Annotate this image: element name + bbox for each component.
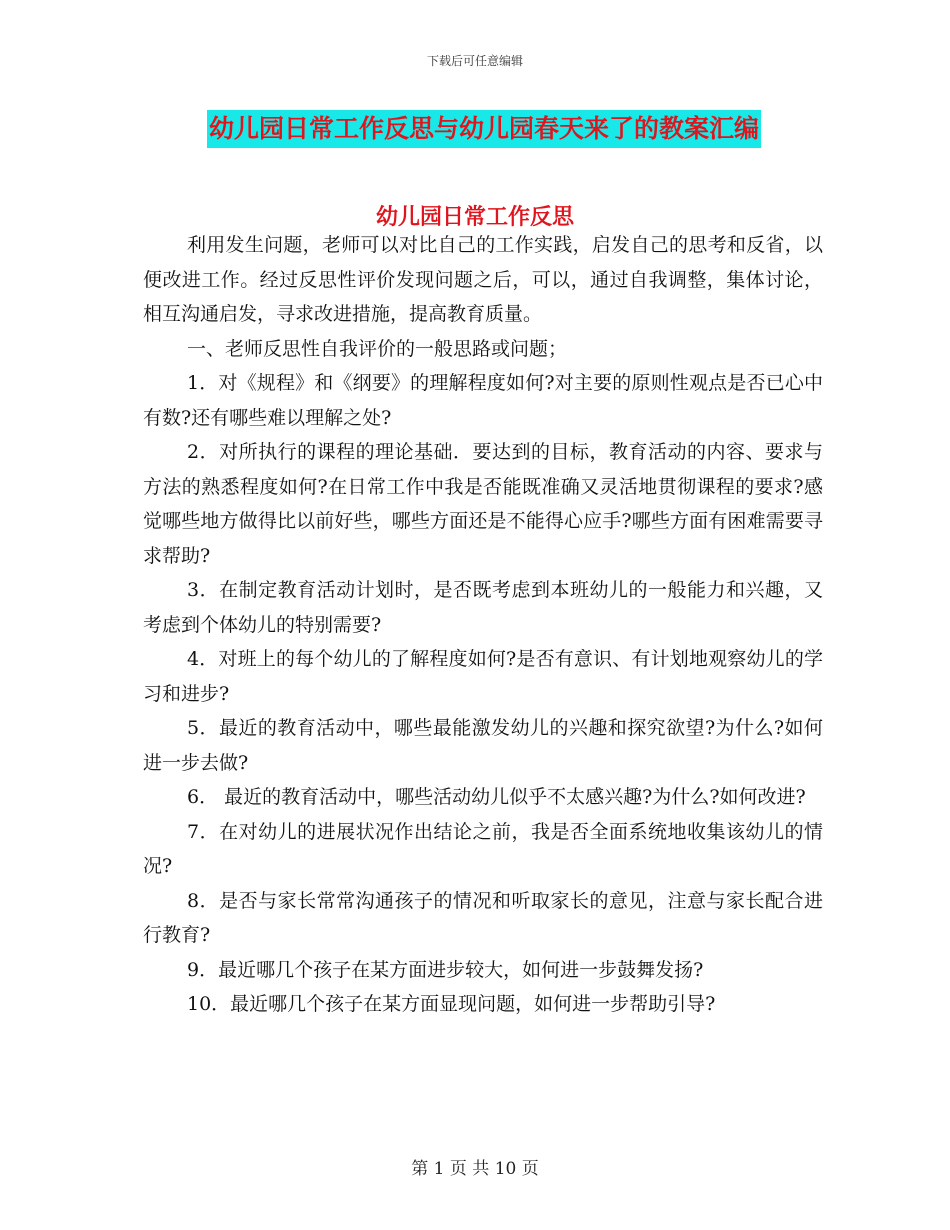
list-item-1: 1．对《规程》和《纲要》的理解程度如何?对主要的原则性观点是否已心中有数?还有哪些难以理解之处? [143, 372, 823, 429]
list-item-9: 9．最近哪几个孩子在某方面进步较大，如何进一步鼓舞发扬? [187, 958, 704, 981]
header-note: 下载后可任意编辑 [426, 54, 523, 68]
list-item-7: 7．在对幼儿的进展状况作出结论之前，我是否全面系统地收集该幼儿的情况? [143, 820, 823, 877]
list-item-4: 4．对班上的每个幼儿的了解程度如何?是否有意识、有计划地观察幼儿的学习和进步? [143, 648, 823, 705]
paragraph-heading-1: 一、老师反思性自我评价的一般思路或问题； [187, 337, 568, 360]
body-text [143, 228, 823, 1022]
list-item-10: 10．最近哪几个孩子在某方面显现问题，如何进一步帮助引导? [187, 993, 716, 1015]
document-title: 幼儿园日常工作反思与幼儿园春天来了的教案汇编 [207, 110, 761, 148]
list-item-8: 8．是否与家长常常沟通孩子的情况和听取家长的意见，注意与家长配合进行教育? [143, 889, 823, 946]
list-item-3: 3．在制定教育活动计划时，是否既考虑到本班幼儿的一般能力和兴趣，又考虑到个体幼儿的特别需要? [143, 579, 823, 636]
list-item-6: 6． 最近的教育活动中，哪些活动幼儿似乎不太感兴趣?为什么?如何改进? [187, 786, 806, 808]
paragraph-intro: 利用发生问题，老师可以对比自己的工作实践，启发自己的思考和反省，以便改进工作。经过反思性评价发现问题之后，可以，通过自我调整，集体讨论，相互沟通启发，寻求改进措施，提高教育质量。 [143, 234, 823, 325]
list-item-5: 5．最近的教育活动中，哪些最能激发幼儿的兴趣和探究欲望?为什么?如何进一步去做? [143, 717, 823, 774]
page-footer: 第 1 页 共 10 页 [411, 1159, 539, 1179]
list-item-2: 2．对所执行的课程的理论基础．要达到的目标，教育活动的内容、要求与方法的熟悉程度如何?在日常工作中我是否能既准确又灵活地贯彻课程的要求?感觉哪些地方做得比以前好些，哪些方面还是不能得心应手?哪些方面有困难需要寻求帮助? [143, 441, 823, 567]
section-title: 幼儿园日常工作反思 [375, 204, 574, 230]
